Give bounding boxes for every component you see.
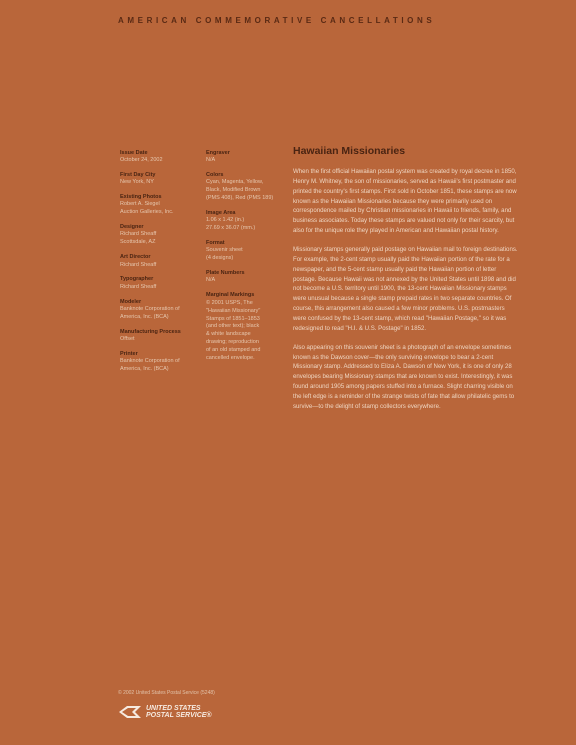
detail-label: Designer xyxy=(120,224,144,231)
page-header: AMERICAN COMMEMORATIVE CANCELLATIONS xyxy=(118,16,436,25)
spec-value: © 2001 USPS, The "Hawaiian Missionary" Stamps of 1851–1853 (and other text); black & white landscape drawing; reproduction of an old stamped and cancelled envelope. xyxy=(206,299,261,362)
logo-text xyxy=(146,705,212,720)
article-title: Hawaiian Missionaries xyxy=(293,145,406,157)
detail-label: Existing Photos xyxy=(120,194,162,201)
spec-marginal-markings xyxy=(206,292,278,363)
spec-value: 1.06 x 1.42 (in.) 27.69 x 36.07 (mm.) xyxy=(206,217,256,232)
detail-manufacturing-process xyxy=(120,329,202,344)
logo-line-2: POSTAL SERVICE® xyxy=(146,712,212,719)
article-paragraph: Missionary stamps generally paid postage on Hawaiian mail to foreign destinations. For example, the 2-cent stamp usually paid the Hawaiian portion of the rate for a newspaper, and the 5-cent stamp usually paid the Hawaiian portion of letter postage. Because Hawaii was not annexed by the United States until 1898 and did not become a U.S. territory until 1900, the 13-cent Hawaiian Missionary stamps were unusual because a single stamp prepaid rates in two separate countries. Of course, this arrangement also caused a few minor problems. U.S. postmasters were confused by the 13-cent stamp, which read "Hawaiian Postage," so it was redesigned to read "H.I. & U.S. Postage" in 1852. xyxy=(293,246,518,332)
logo-line-1: UNITED STATES xyxy=(146,704,201,712)
spec-label: Colors xyxy=(206,172,224,179)
article xyxy=(293,145,519,421)
detail-typographer xyxy=(120,276,202,291)
spec-label: Format xyxy=(206,240,225,247)
eagle-icon xyxy=(118,704,142,720)
spec-value: Cyan, Magenta, Yellow, Black, Modified Brown (PMS 408), Red (PMS 189) xyxy=(206,179,274,202)
detail-issue-date xyxy=(120,150,202,165)
detail-value: Richard Sheaff xyxy=(120,261,157,268)
detail-existing-photos xyxy=(120,194,202,217)
detail-art-director xyxy=(120,254,202,269)
spec-value: N/A xyxy=(206,277,216,284)
spec-colors xyxy=(206,172,278,203)
spec-image-area xyxy=(206,210,278,233)
detail-value: Banknote Corporation of America, Inc. (BCA) xyxy=(120,305,180,320)
spec-plate-numbers xyxy=(206,270,278,285)
spec-label: Engraver xyxy=(206,150,230,156)
detail-label: Issue Date xyxy=(120,150,148,156)
detail-value: Offset xyxy=(120,335,135,342)
detail-modeler xyxy=(120,299,202,322)
copyright-notice: © 2002 United States Postal Service (5248) xyxy=(118,690,215,696)
usps-logo xyxy=(118,704,212,720)
detail-printer xyxy=(120,351,202,374)
detail-value: Richard Sheaff xyxy=(120,283,157,290)
detail-designer xyxy=(120,224,202,247)
spec-label: Plate Numbers xyxy=(206,270,245,277)
spec-engraver xyxy=(206,150,278,165)
detail-value: October 24, 2002 xyxy=(120,157,163,164)
detail-label: Printer xyxy=(120,350,138,357)
detail-label: Modeler xyxy=(120,298,142,305)
specs-column xyxy=(206,150,278,370)
spec-value: N/A xyxy=(206,157,216,164)
detail-value: Banknote Corporation of America, Inc. (BCA) xyxy=(120,357,180,372)
detail-value: Richard Sheaff Scottsdale, AZ xyxy=(120,231,157,246)
article-paragraph: Also appearing on this souvenir sheet is a photograph of an envelope sometimes known as the Dawson cover—the only surviving envelope to bear a 2-cent Missionary stamp. Addressed to Eliza A. Dawson of New York, it is one of only 28 envelopes bearing Missionary stamps that are known to exist. Interestingly, it was found around 1905 among papers stuffed into a furnace. Slight charring visible on the left edge is a reminder of the strange twists of fate that allow philatelic gems to survive—to the delight of stamp collectors everywhere. xyxy=(293,343,515,410)
spec-label: Image Area xyxy=(206,210,236,217)
detail-value: New York, NY xyxy=(120,179,154,186)
detail-label: Art Director xyxy=(120,254,151,261)
spec-label: Marginal Markings xyxy=(206,292,255,299)
detail-label: Manufacturing Process xyxy=(120,328,181,335)
detail-first-day-city xyxy=(120,172,202,187)
detail-label: First Day City xyxy=(120,172,156,179)
spec-format xyxy=(206,240,278,263)
detail-value: Robert A. Siegel Auction Galleries, Inc. xyxy=(120,201,174,216)
article-paragraph: When the first official Hawaiian postal system was created by royal decree in 1850, Henry M. Whitney, the son of missionaries, served as Hawaii's first postmaster and printed the country's first stamps. First sold in October 1851, these stamps are now known as the Hawaiian Missionaries because they were primarily used on correspondence mailed by Christian missionaries in Hawaii to friends, family, and business associates. Today these stamps are valued not only for their scarcity, but also for the unique role they played in American and Hawaiian postal history. xyxy=(293,168,517,235)
detail-label: Typographer xyxy=(120,276,154,283)
details-column xyxy=(120,150,202,381)
spec-value: Souvenir sheet (4 designs) xyxy=(206,247,243,262)
